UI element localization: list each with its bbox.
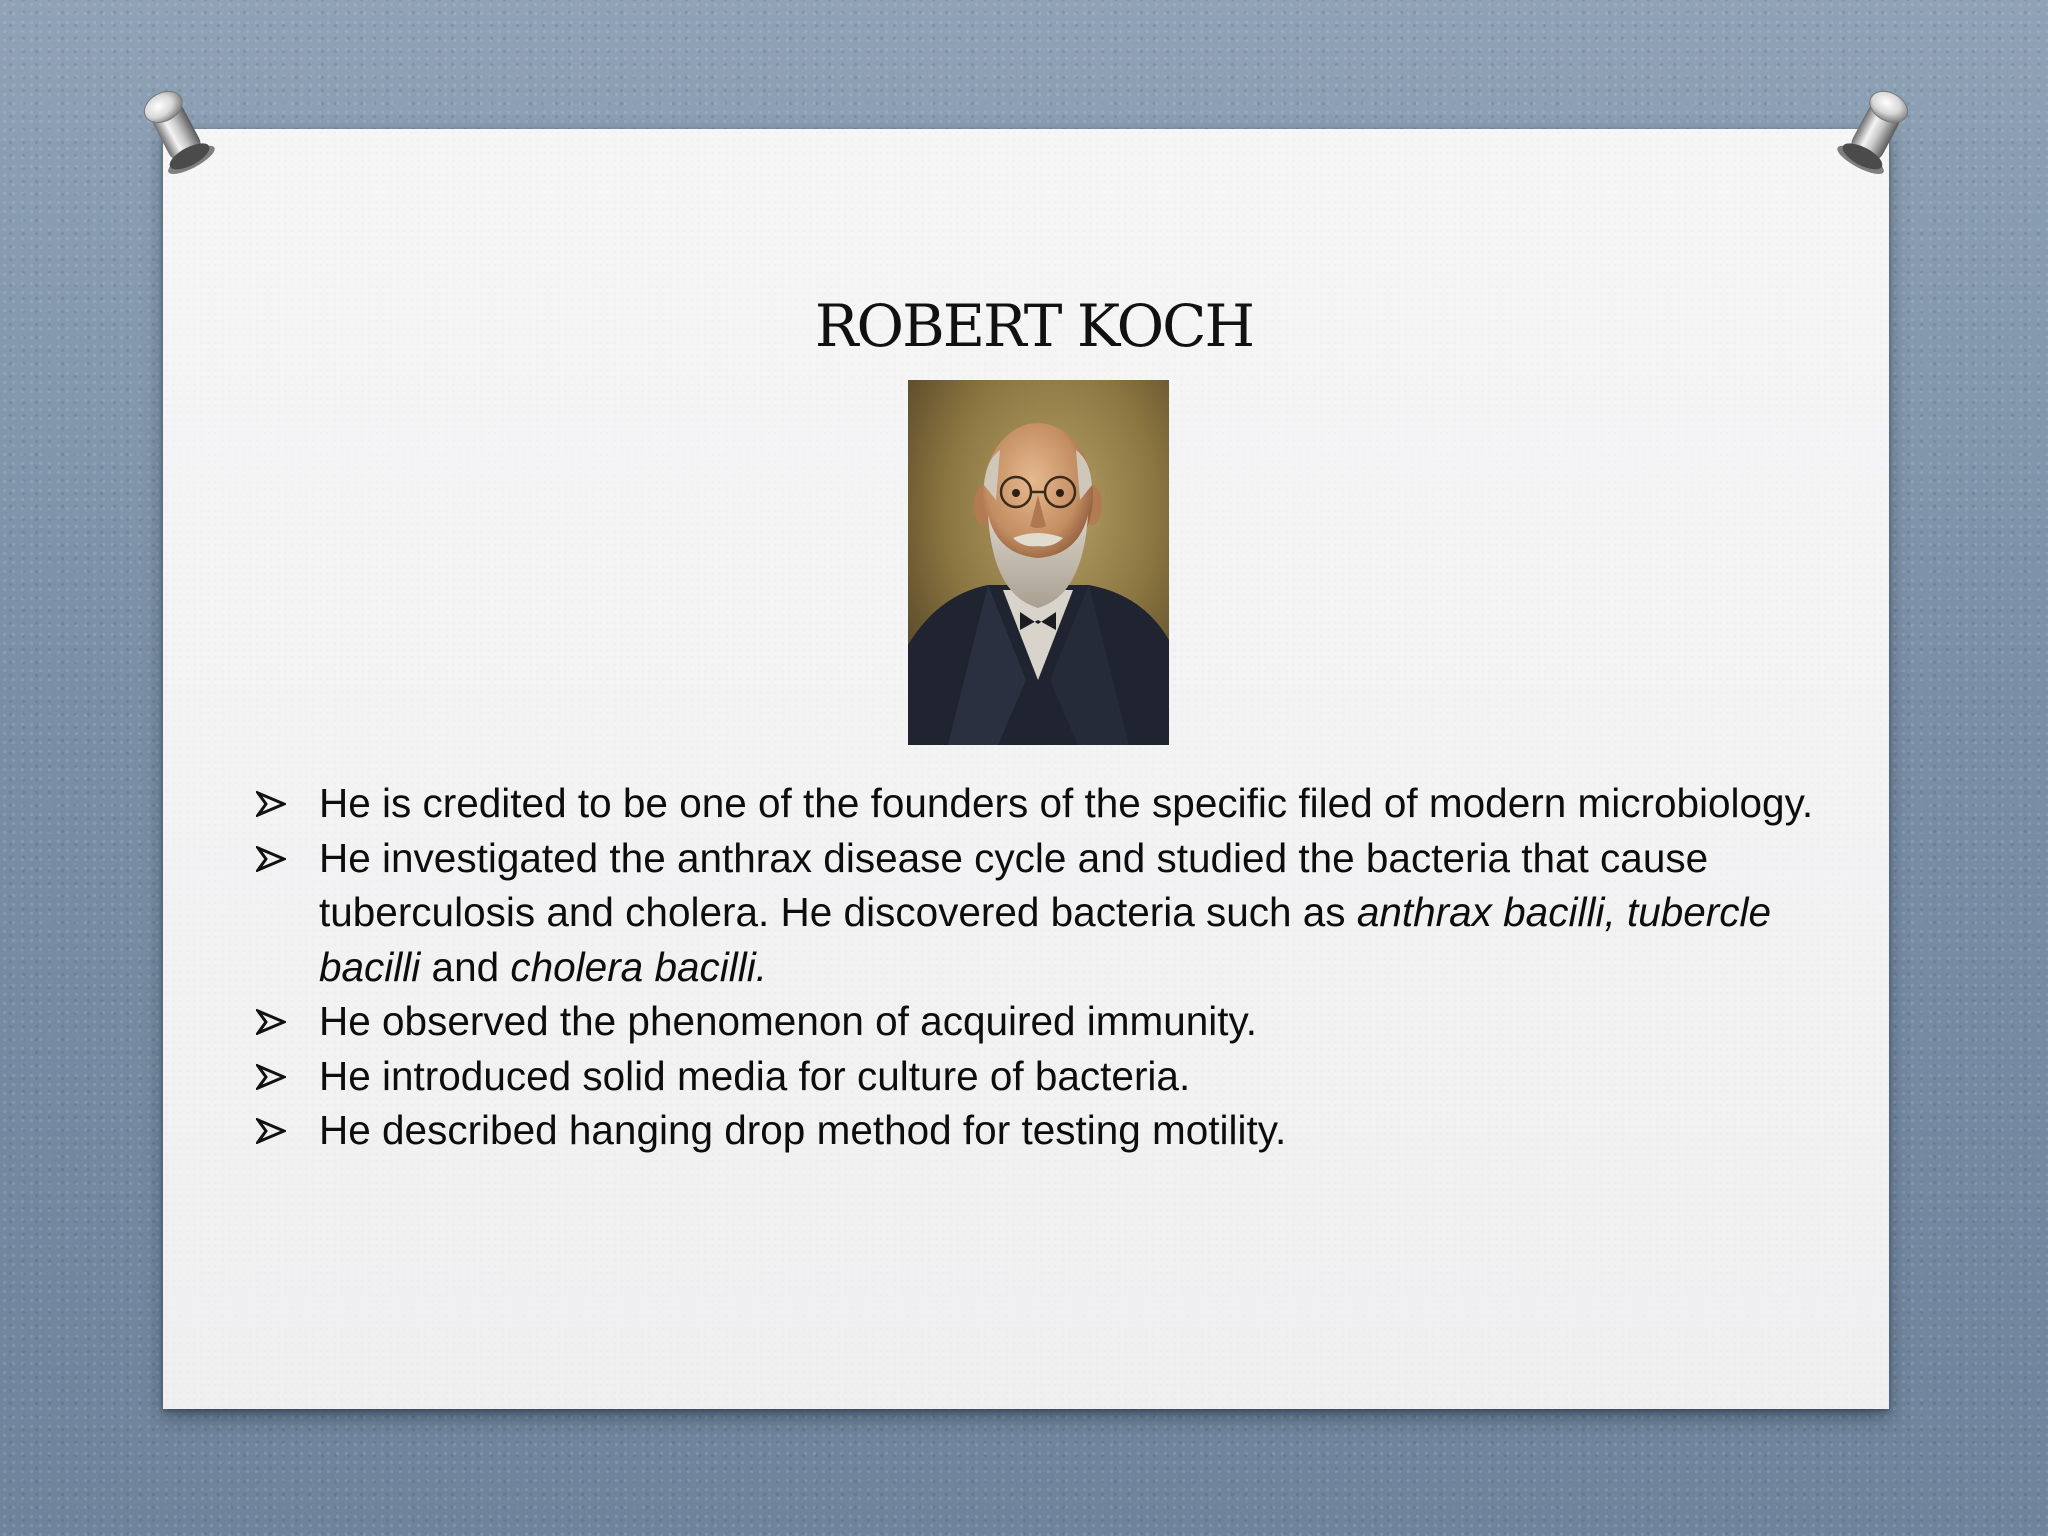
arrowhead-bullet-icon (256, 1103, 286, 1157)
portrait-image (908, 380, 1169, 745)
list-item (254, 1103, 1814, 1158)
slide-title: ROBERT KOCH (814, 292, 1254, 360)
bullet-text: He introduced solid media for culture of bacteria. (319, 1052, 1191, 1099)
arrowhead-bullet-icon (256, 994, 286, 1048)
bullet-list (254, 776, 1814, 1158)
list-item (254, 994, 1814, 1049)
bullet-text-italic: cholera bacilli. (510, 943, 768, 990)
bullet-text-italic: anthrax bacilli, tubercle bacilli (319, 889, 1772, 990)
list-item (254, 776, 1814, 831)
bullet-text: He observed the phenomenon of acquired immunity. (319, 998, 1258, 1044)
bullet-text: He investigated the anthrax disease cycle and studied the bacteria that cause tuberculosis and cholera. He discovered bacteria such as (319, 834, 1709, 935)
bullet-text: He is credited to be one of the founders of the specific filed of modern microbiology. (319, 780, 1814, 826)
list-item (254, 831, 1814, 995)
bullet-text: and (420, 943, 511, 990)
bullet-text: He described hanging drop method for testing motility. (319, 1107, 1287, 1153)
list-item (254, 1049, 1814, 1104)
arrowhead-bullet-icon (256, 831, 286, 885)
arrowhead-bullet-icon (256, 776, 286, 830)
arrowhead-bullet-icon (256, 1049, 286, 1103)
